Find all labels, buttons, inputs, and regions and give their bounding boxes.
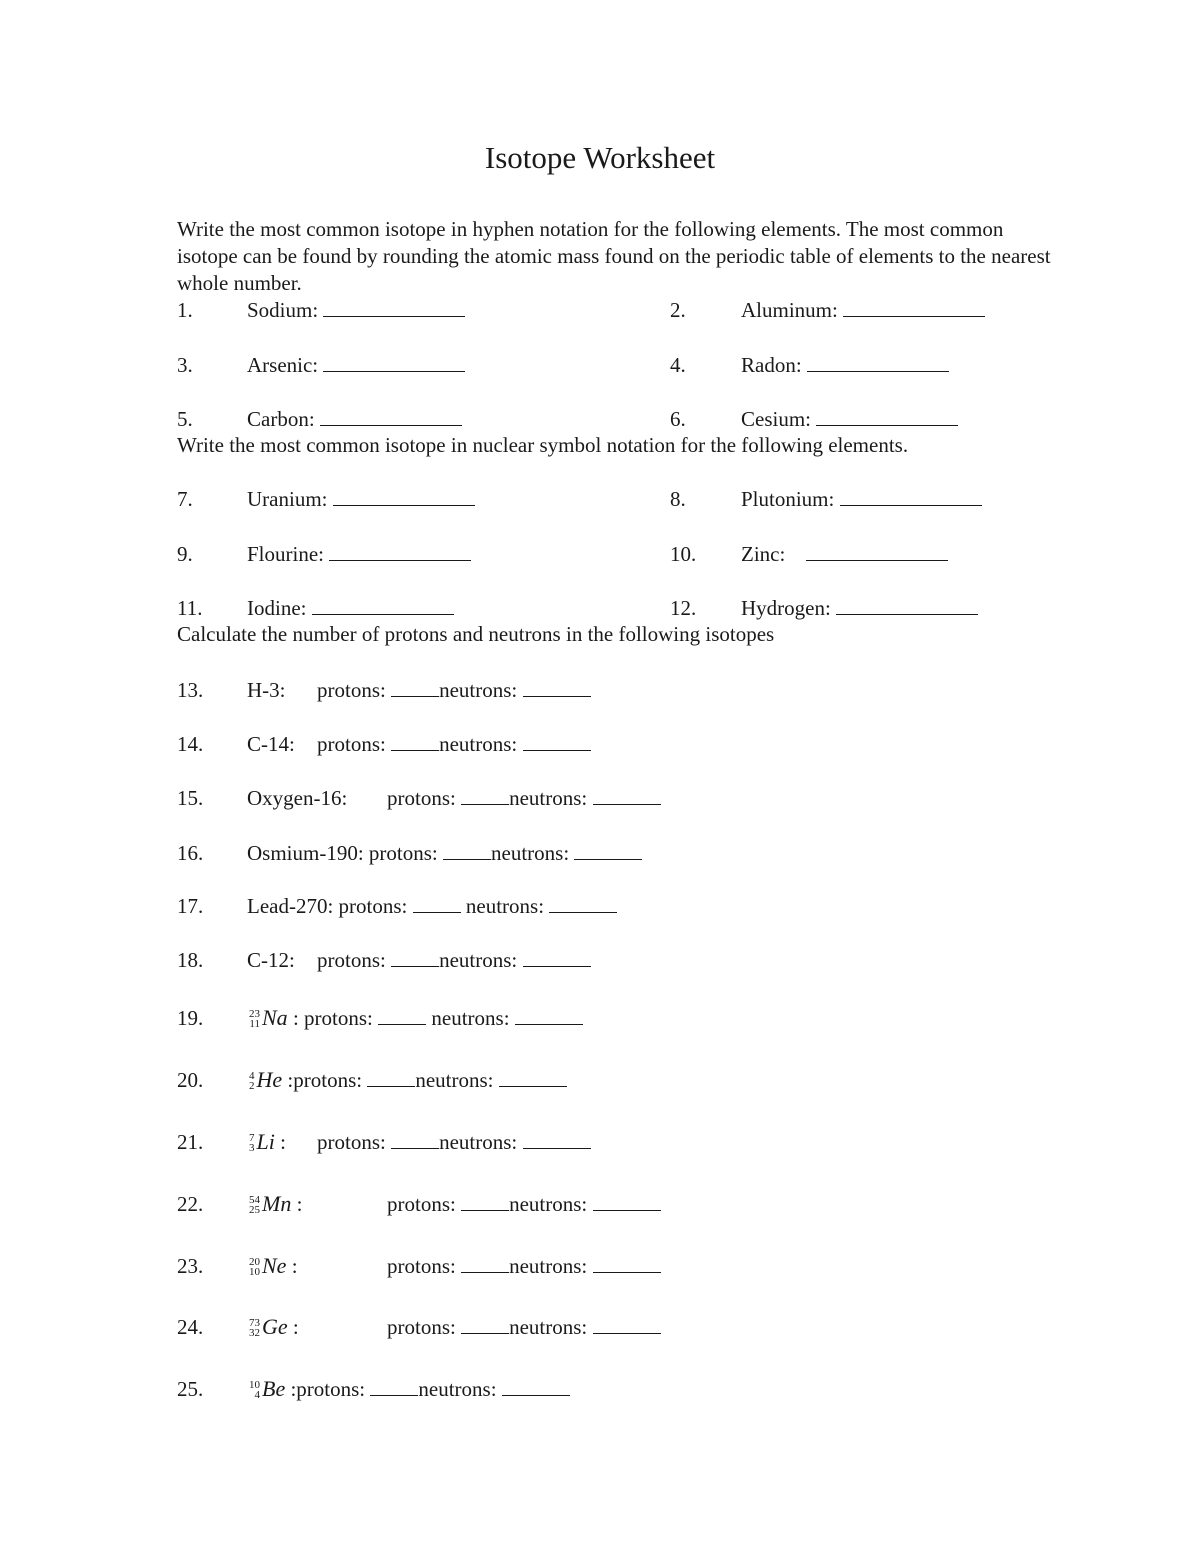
element-symbol: Mn	[262, 1191, 292, 1216]
atomic-number: 25	[249, 1204, 260, 1216]
question-number: 10.	[670, 542, 697, 566]
isotope-label: H-3:	[247, 678, 286, 702]
question-number: 9.	[177, 542, 193, 566]
protons-label: protons:	[338, 894, 408, 918]
mass-number: 4	[249, 1070, 255, 1082]
mass-number: 54	[249, 1194, 260, 1206]
question-label: Arsenic:	[247, 353, 319, 377]
answer-blank[interactable]	[333, 486, 475, 506]
element-symbol: Be	[262, 1376, 286, 1401]
nuclear-symbol	[249, 1190, 291, 1218]
question-number: 6.	[670, 407, 686, 431]
question-label: Hydrogen:	[741, 596, 831, 620]
neutrons-blank[interactable]	[523, 731, 591, 751]
nuclear-symbol	[249, 1252, 286, 1280]
atomic-number: 4	[254, 1389, 260, 1401]
question-row	[0, 405, 1200, 433]
question-row	[0, 892, 1200, 920]
answer-blank[interactable]	[840, 486, 982, 506]
protons-label: protons:	[317, 948, 386, 972]
question-number: 17.	[177, 894, 204, 918]
neutrons-label: neutrons:	[465, 894, 545, 918]
protons-label: protons:	[387, 786, 456, 810]
colon: :	[287, 1068, 294, 1092]
mass-number: 10	[249, 1379, 260, 1391]
protons-blank[interactable]	[378, 1005, 426, 1025]
question-number: 5.	[177, 407, 193, 431]
question-row	[0, 485, 1200, 513]
protons-label: protons:	[304, 1006, 373, 1030]
atomic-number: 32	[249, 1327, 260, 1339]
answer-blank[interactable]	[843, 297, 985, 317]
nuclear-symbol	[249, 1375, 285, 1403]
neutrons-blank[interactable]	[523, 947, 591, 967]
protons-blank[interactable]	[391, 1129, 439, 1149]
neutrons-blank[interactable]	[574, 840, 642, 860]
element-symbol: Li	[256, 1129, 275, 1154]
question-row	[0, 784, 1200, 812]
nuclear-symbol	[249, 1128, 275, 1156]
question-number: 3.	[177, 353, 193, 377]
answer-blank[interactable]	[323, 352, 465, 372]
question-number: 4.	[670, 353, 686, 377]
question-row	[0, 296, 1200, 324]
protons-blank[interactable]	[461, 1253, 509, 1273]
question-number: 19.	[177, 1006, 204, 1030]
atomic-number: 11	[249, 1018, 260, 1030]
nuclear-symbol	[249, 1066, 282, 1094]
colon: :	[280, 1130, 286, 1154]
question-number: 13.	[177, 678, 204, 702]
neutrons-label: neutrons:	[439, 678, 518, 702]
neutrons-label: neutrons:	[418, 1377, 497, 1401]
neutrons-blank[interactable]	[593, 1253, 661, 1273]
question-number: 1.	[177, 298, 193, 322]
question-number: 14.	[177, 732, 204, 756]
colon: :	[292, 1315, 299, 1339]
question-label: Flourine:	[247, 542, 324, 566]
mass-number: 7	[249, 1132, 255, 1144]
protons-label: protons:	[317, 678, 386, 702]
question-number: 21.	[177, 1130, 204, 1154]
mass-number: 23	[249, 1008, 260, 1020]
neutrons-label: neutrons:	[415, 1068, 494, 1092]
neutrons-blank[interactable]	[523, 1129, 591, 1149]
isotope-label: Oxygen-16:	[247, 786, 348, 810]
question-row	[0, 1313, 1200, 1341]
question-number: 23.	[177, 1254, 204, 1278]
question-row	[0, 1190, 1200, 1218]
element-symbol: He	[256, 1067, 283, 1092]
question-row	[0, 1004, 1200, 1032]
answer-blank[interactable]	[329, 541, 471, 561]
protons-blank[interactable]	[367, 1067, 415, 1087]
protons-blank[interactable]	[391, 677, 439, 697]
neutrons-label: neutrons:	[431, 1006, 510, 1030]
element-symbol: Ne	[262, 1253, 287, 1278]
isotope-label: C-14:	[247, 732, 295, 756]
protons-blank[interactable]	[413, 893, 461, 913]
isotope-label: Lead-270:	[247, 894, 334, 918]
protons-label: protons:	[317, 1130, 386, 1154]
question-label: Sodium:	[247, 298, 319, 322]
question-row	[0, 1375, 1200, 1403]
question-number: 22.	[177, 1192, 204, 1216]
protons-blank[interactable]	[391, 947, 439, 967]
question-row	[0, 540, 1200, 568]
question-number: 11.	[177, 596, 203, 620]
answer-blank[interactable]	[312, 595, 454, 615]
question-row	[0, 1252, 1200, 1280]
answer-blank[interactable]	[323, 297, 465, 317]
answer-blank[interactable]	[836, 595, 978, 615]
section1-instructions: Write the most common isotope in hyphen notation for the following elements. The most common isotope can be found by rounding the atomic mass found on the periodic table of elements to the nearest whole number.	[177, 217, 1051, 295]
mass-number: 20	[249, 1256, 260, 1268]
atomic-number: 3	[249, 1142, 255, 1154]
protons-blank[interactable]	[391, 731, 439, 751]
atomic-number: 10	[249, 1266, 260, 1278]
neutrons-label: neutrons:	[439, 732, 518, 756]
neutrons-label: neutrons:	[491, 841, 570, 865]
neutrons-label: neutrons:	[439, 1130, 518, 1154]
question-label: Radon:	[741, 353, 802, 377]
question-number: 12.	[670, 596, 697, 620]
question-row	[0, 839, 1200, 867]
question-number: 24.	[177, 1315, 204, 1339]
mass-number: 73	[249, 1317, 260, 1329]
neutrons-blank[interactable]	[593, 1314, 661, 1334]
question-label: Carbon:	[247, 407, 315, 431]
question-row	[0, 1128, 1200, 1156]
neutrons-blank[interactable]	[499, 1067, 567, 1087]
protons-blank[interactable]	[461, 1191, 509, 1211]
section2-instructions: Write the most common isotope in nuclear symbol notation for the following elements.	[177, 433, 909, 457]
protons-blank[interactable]	[461, 1314, 509, 1334]
atomic-number: 2	[249, 1080, 255, 1092]
neutrons-blank[interactable]	[523, 677, 591, 697]
element-symbol: Na	[262, 1005, 288, 1030]
question-label: Uranium:	[247, 487, 328, 511]
question-label: Plutonium:	[741, 487, 835, 511]
answer-blank[interactable]	[320, 406, 462, 426]
neutrons-blank[interactable]	[593, 1191, 661, 1211]
question-row	[0, 676, 1200, 704]
question-number: 2.	[670, 298, 686, 322]
isotope-label: C-12:	[247, 948, 295, 972]
section3-instructions: Calculate the number of protons and neutrons in the following isotopes	[177, 622, 775, 646]
protons-blank[interactable]	[443, 840, 491, 860]
question-number: 25.	[177, 1377, 204, 1401]
protons-label: protons:	[296, 1377, 366, 1401]
colon: :	[296, 1192, 303, 1216]
neutrons-blank[interactable]	[549, 893, 617, 913]
answer-blank[interactable]	[806, 541, 948, 561]
question-row	[0, 594, 1200, 622]
protons-label: protons:	[293, 1068, 363, 1092]
answer-blank[interactable]	[816, 406, 958, 426]
question-number: 16.	[177, 841, 204, 865]
protons-label: protons:	[387, 1254, 456, 1278]
question-label: Iodine:	[247, 596, 307, 620]
nuclear-symbol	[249, 1313, 288, 1341]
question-number: 18.	[177, 948, 204, 972]
question-number: 7.	[177, 487, 193, 511]
question-number: 15.	[177, 786, 204, 810]
neutrons-blank[interactable]	[502, 1376, 570, 1396]
neutrons-blank[interactable]	[593, 785, 661, 805]
answer-blank[interactable]	[807, 352, 949, 372]
neutrons-label: neutrons:	[509, 1315, 588, 1339]
isotope-label: Osmium-190:	[247, 841, 364, 865]
protons-label: protons:	[387, 1315, 456, 1339]
protons-blank[interactable]	[461, 785, 509, 805]
nuclear-symbol	[249, 1004, 288, 1032]
colon: :	[290, 1377, 297, 1401]
question-row	[0, 1066, 1200, 1094]
question-row	[0, 351, 1200, 379]
element-symbol: Ge	[262, 1314, 288, 1339]
question-row	[0, 730, 1200, 758]
question-number: 8.	[670, 487, 686, 511]
protons-blank[interactable]	[370, 1376, 418, 1396]
protons-label: protons:	[387, 1192, 456, 1216]
neutrons-label: neutrons:	[509, 1192, 588, 1216]
neutrons-label: neutrons:	[509, 1254, 588, 1278]
protons-label: protons:	[317, 732, 386, 756]
colon: :	[291, 1254, 298, 1278]
question-label: Aluminum:	[741, 298, 838, 322]
question-label: Zinc:	[741, 542, 786, 566]
protons-label: protons:	[368, 841, 438, 865]
page-title: Isotope Worksheet	[484, 140, 716, 175]
neutrons-blank[interactable]	[515, 1005, 583, 1025]
question-row	[0, 946, 1200, 974]
question-label: Cesium:	[741, 407, 812, 431]
neutrons-label: neutrons:	[439, 948, 518, 972]
question-number: 20.	[177, 1068, 204, 1092]
colon: :	[292, 1006, 299, 1030]
neutrons-label: neutrons:	[509, 786, 588, 810]
